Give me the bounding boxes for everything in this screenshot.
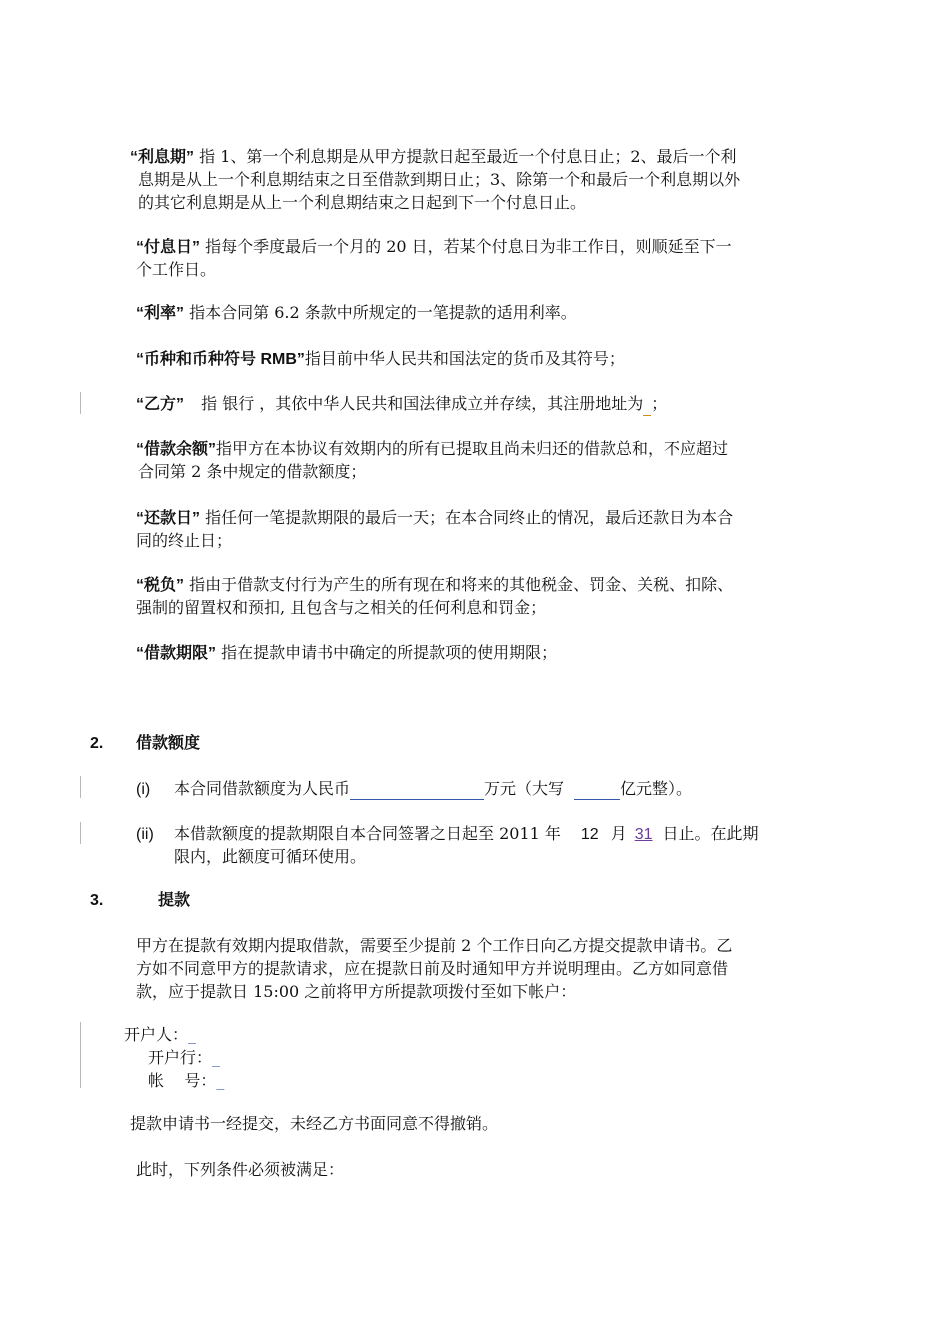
list-item-text: 限内，此额度可循环使用。 xyxy=(174,847,367,866)
section-number: 3. xyxy=(90,892,104,909)
section-title: 提款 xyxy=(158,892,191,909)
list-item-text: 月 xyxy=(610,824,627,843)
irrevocable-note: 提款申请书一经提交，未经乙方书面同意不得撤销。 xyxy=(130,1114,499,1133)
definition-text: 指在提款申请书中确定的所提款项的使用期限； xyxy=(221,643,558,662)
definition-text: 的其它利息期是从上一个利息期结束之日起到下一个付息日止。 xyxy=(138,193,587,212)
list-item-text: 万元（大写 xyxy=(484,779,565,798)
list-item-text: 本借款额度的提款期限自本合同签署之日起至 2011 年 xyxy=(174,824,561,843)
definition-text: 强制的留置权和预扣, 且包含与之相关的任何利息和罚金； xyxy=(136,598,547,617)
amount-words-blank[interactable] xyxy=(574,781,620,800)
conditions-intro: 此时，下列条件必须被满足： xyxy=(136,1160,345,1179)
definition-text: 指本合同第 6.2 条款中所规定的一笔提款的适用利率。 xyxy=(189,303,577,322)
definition-term: “借款期限” xyxy=(136,645,217,662)
definition-term: “付息日” xyxy=(136,239,201,256)
definition-term: “税负” xyxy=(136,577,185,594)
paragraph-line: 款，应于提款日 15:00 之前将甲方所提款项拨付至如下帐户： xyxy=(136,982,577,1001)
amount-blank[interactable] xyxy=(350,781,484,800)
revision-bar xyxy=(80,776,81,798)
definition-term: “利率” xyxy=(136,305,185,322)
definition-text: ； xyxy=(651,394,668,413)
account-holder xyxy=(124,1024,196,1046)
account-number-blank[interactable]: _ xyxy=(216,1071,225,1090)
revision-bar xyxy=(80,822,81,844)
definition-text: 指由于借款支付行为产生的所有现在和将来的其他税金、罚金、关税、扣除、 xyxy=(189,575,734,594)
list-item-label: (i) xyxy=(136,781,151,798)
section-number: 2. xyxy=(90,735,104,752)
definition-text: 指甲方在本协议有效期内的所有已提取且尚未归还的借款总和，不应超过 xyxy=(216,439,729,458)
account-holder-blank[interactable]: _ xyxy=(188,1025,197,1044)
month-value: 12 xyxy=(580,826,599,843)
account-bank-label: 开户行： xyxy=(148,1048,213,1067)
definition-term: “借款余额” xyxy=(136,441,217,458)
account-bank-blank[interactable]: _ xyxy=(212,1048,221,1067)
list-item xyxy=(136,778,693,801)
revision-bar xyxy=(80,1022,81,1088)
list-item-text: 本合同借款额度为人民币 xyxy=(174,779,351,798)
definition-text: 息期是从上一个利息期结束之日至借款到期日止；3、除第一个和最后一个利息期以外 xyxy=(138,170,741,189)
section-title: 借款额度 xyxy=(136,735,201,752)
definition-text: 指任何一笔提款期限的最后一天；在本合同终止的情况，最后还款日为本合 xyxy=(205,508,734,527)
definition-term: “利息期” xyxy=(130,149,195,166)
account-bank xyxy=(148,1047,220,1069)
day-value[interactable]: 31 xyxy=(634,826,653,843)
paragraph-line: 甲方在提款有效期内提取借款，需要至少提前 2 个工作日向乙方提交提款申请书。乙 xyxy=(136,936,733,955)
account-number-label: 帐 号： xyxy=(148,1071,217,1090)
revision-bar xyxy=(80,392,81,414)
definition-term: “还款日” xyxy=(136,510,201,527)
account-holder-label: 开户人： xyxy=(124,1025,189,1044)
definition-text: 个工作日。 xyxy=(136,260,217,279)
list-item-text: 亿元整）。 xyxy=(620,779,693,798)
definition-term: “币种和币种符号 RMB” xyxy=(136,351,305,368)
definition-term: “乙方” xyxy=(136,396,185,413)
definition-text: 指目前中华人民共和国法定的货币及其符号； xyxy=(304,349,625,368)
definition-text: 同的终止日； xyxy=(136,531,233,550)
definition-text: 合同第 2 条中规定的借款额度； xyxy=(138,462,367,481)
list-item-text: 日止。在此期 xyxy=(662,824,759,843)
list-item-label: (ii) xyxy=(136,826,154,843)
paragraph-line: 方如不同意甲方的提款请求，应在提款日前及时通知甲方并说明理由。乙方如同意借 xyxy=(136,959,729,978)
definition-text: 指 1、第一个利息期是从甲方提款日起至最近一个付息日止；2、最后一个利 xyxy=(199,147,737,166)
account-number xyxy=(148,1070,224,1092)
list-item xyxy=(136,823,759,846)
definition-text: 指每个季度最后一个月的 20 日，若某个付息日为非工作日，则顺延至下一 xyxy=(205,237,732,256)
definition-text: 指 银行 ，其依中华人民共和国法律成立并存续，其注册地址为 xyxy=(201,394,644,413)
